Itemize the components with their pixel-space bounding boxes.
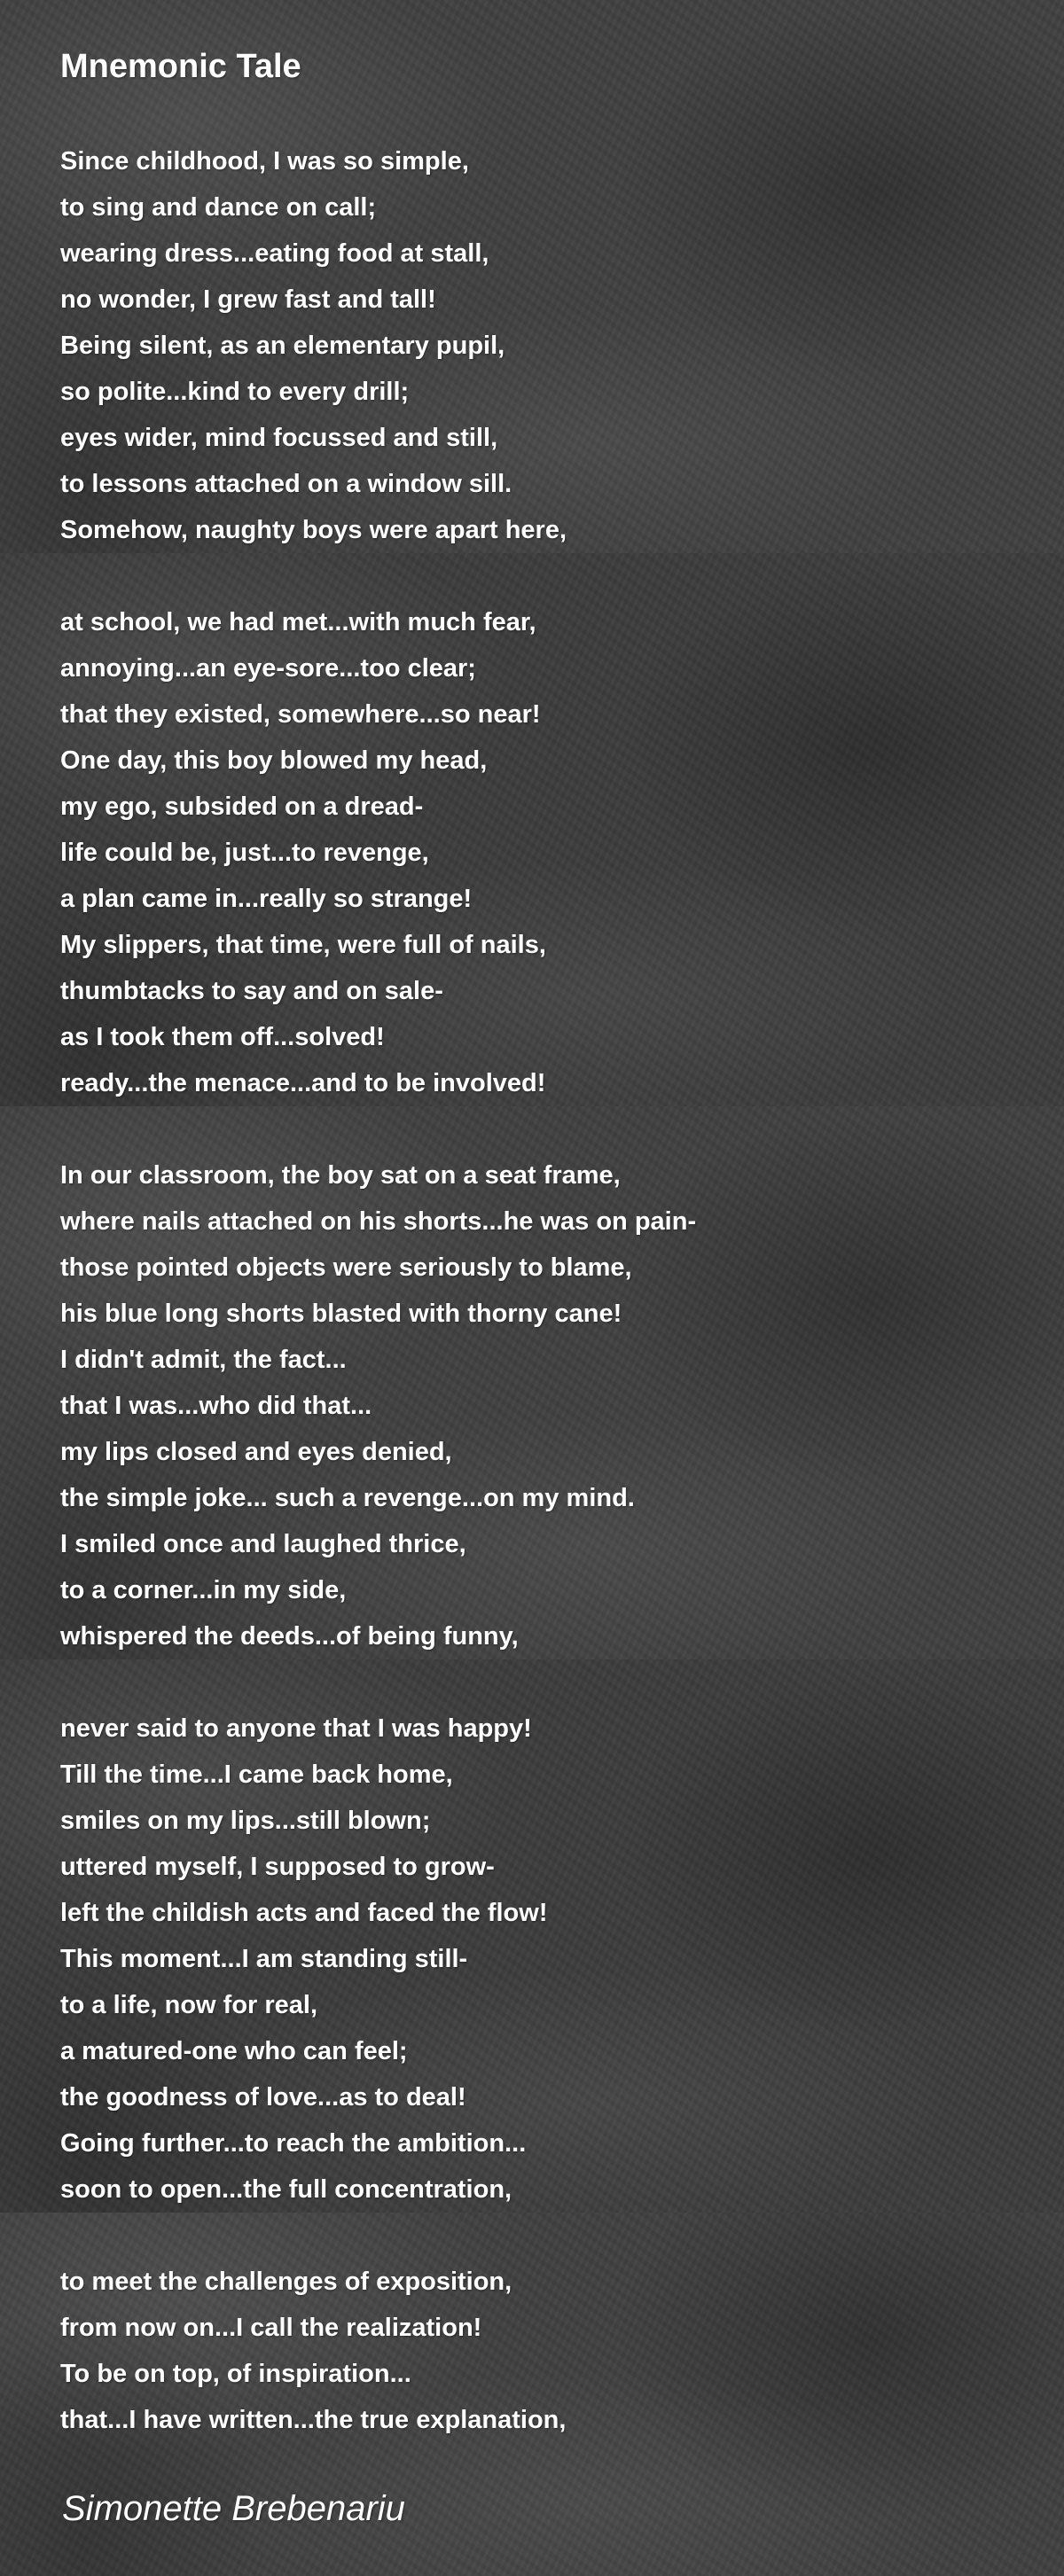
poem-line: whispered the deeds...of being funny, (60, 1622, 519, 1651)
poem-line: no wonder, I grew fast and tall! (60, 285, 436, 314)
stanza-break (60, 1106, 1018, 1152)
poem-line: My slippers, that time, were full of nails, (60, 931, 546, 959)
poem-line: to meet the challenges of exposition, (60, 2268, 512, 2296)
poem-line: my lips closed and eyes denied, (60, 1438, 452, 1466)
poem-line: never said to anyone that I was happy! (60, 1714, 532, 1743)
poem-line: In our classroom, the boy sat on a seat frame, (60, 1161, 621, 1190)
poem-line: One day, this boy blowed my head, (60, 746, 488, 775)
poem-line: Since childhood, I was so simple, (60, 147, 469, 176)
poem-line: the simple joke... such a revenge...on my mind. (60, 1484, 635, 1512)
poem-line: my ego, subsided on a dread- (60, 792, 424, 821)
poem-line: that they existed, somewhere...so near! (60, 700, 541, 729)
poem-line: thumbtacks to say and on sale- (60, 977, 443, 1005)
poem-line: to sing and dance on call; (60, 193, 377, 222)
stanza-break (60, 1659, 1018, 1706)
poem-line: eyes wider, mind focussed and still, (60, 424, 498, 452)
poem-line: to a life, now for real, (60, 1991, 318, 2019)
poem-title: Mnemonic Tale (60, 48, 301, 85)
poem-line: as I took them off...solved! (60, 1023, 385, 1051)
poem-line: a plan came in...really so strange! (60, 885, 473, 913)
poem-line: a matured-one who can feel; (60, 2037, 408, 2065)
poem-line: to a corner...in my side, (60, 1576, 347, 1604)
poem-line: To be on top, of inspiration... (60, 2360, 411, 2388)
poem-line: to lessons attached on a window sill. (60, 470, 512, 498)
poem-line: that I was...who did that... (60, 1392, 372, 1420)
poem-line: so polite...kind to every drill; (60, 378, 410, 406)
poem-body (60, 138, 1018, 2443)
poem-line: that...I have written...the true explanation, (60, 2406, 567, 2434)
poem-line: ready...the menace...and to be involved! (60, 1069, 546, 1097)
poem-line: Somehow, naughty boys were apart here, (60, 516, 567, 544)
poem-line: from now on...I call the realization! (60, 2314, 482, 2342)
poem-line: wearing dress...eating food at stall, (60, 239, 489, 268)
poem-line: I didn't admit, the fact... (60, 1346, 347, 1374)
poem-line: annoying...an eye-sore...too clear; (60, 654, 476, 683)
poem-line: at school, we had met...with much fear, (60, 608, 536, 636)
poem-line: smiles on my lips...still blown; (60, 1807, 431, 1835)
poem-line: his blue long shorts blasted with thorny cane! (60, 1300, 622, 1328)
poem-line: Going further...to reach the ambition... (60, 2129, 527, 2158)
poem-author: Simonette Brebenariu (62, 2489, 405, 2528)
poem-line: where nails attached on his shorts...he was on pain- (60, 1207, 697, 1236)
poem-line: This moment...I am standing still- (60, 1945, 468, 1973)
poem-line: Being silent, as an elementary pupil, (60, 332, 505, 360)
poem-line: life could be, just...to revenge, (60, 839, 429, 867)
poem-line: Till the time...I came back home, (60, 1760, 453, 1789)
poem-line: I smiled once and laughed thrice, (60, 1530, 466, 1558)
poem-line: those pointed objects were seriously to blame, (60, 1253, 632, 1282)
poem-line: the goodness of love...as to deal! (60, 2083, 466, 2112)
poem-line: soon to open...the full concentration, (60, 2175, 512, 2204)
stanza-break (60, 553, 1018, 599)
poem-line: left the childish acts and faced the flow! (60, 1899, 548, 1927)
stanza-break (60, 2213, 1018, 2259)
poem-line: uttered myself, I supposed to grow- (60, 1853, 495, 1881)
